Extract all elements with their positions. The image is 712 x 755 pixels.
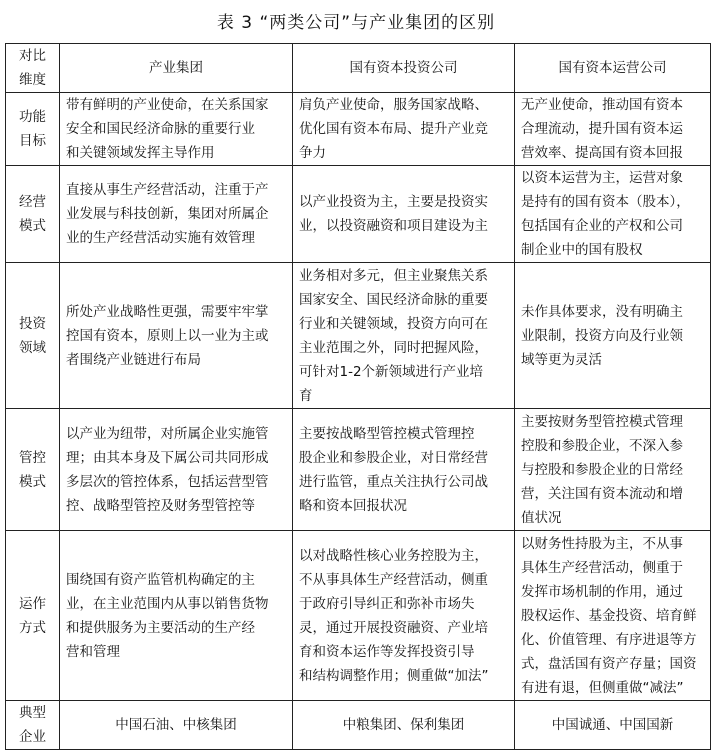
table-cell: 以对战略性核心业务控股为主， 不从事具体生产经营活动，侧重 于政府引导纠正和弥补市场失 灵，通过开展投资融资、产业培 育和资本运作等发挥投资引导 和结构调整作用；侧重做“加法” — [293, 531, 515, 701]
table-row — [6, 531, 711, 701]
table-cell: 直接从事生产经营活动，注重于产 业发展与科技创新，集团对所属企 业的生产经营活动实施有效管理 — [60, 166, 293, 263]
table-row — [6, 166, 711, 263]
table-cell: 以财务性持股为主，不从事 具体生产经营活动，侧重于 发挥市场机制的作用，通过 股权运作、基金投资、培育鲜 化、价值管理、有序进退等方 式，盘活国有资产存量；国资 有进有退，但侧重做“减法” — [515, 531, 711, 701]
table-row — [6, 93, 711, 166]
header-investment-company: 国有资本投资公司 — [293, 44, 515, 93]
table-cell: 中粮集团、保利集团 — [293, 701, 515, 750]
table-cell: 中国诚通、中国国新 — [515, 701, 711, 750]
table-cell: 带有鲜明的产业使命，在关系国家 安全和国民经济命脉的重要行业 和关键领域发挥主导作用 — [60, 93, 293, 166]
header-dimension: 对比 维度 — [6, 44, 60, 93]
row-dimension: 运作 方式 — [6, 531, 60, 701]
row-dimension: 投资 领域 — [6, 263, 60, 409]
table-cell: 无产业使命，推动国有资本 合理流动，提升国有资本运 营效率、提高国有资本回报 — [515, 93, 711, 166]
table-title: 表 3 “两类公司”与产业集团的区别 — [216, 13, 496, 33]
table-cell: 肩负产业使命，服务国家战略、 优化国有资本布局、提升产业竞 争力 — [293, 93, 515, 166]
header-industrial-group: 产业集团 — [60, 44, 293, 93]
table-cell: 主要按财务型管控模式管理 控股和参股企业，不深入参 与控股和参股企业的日常经 营，关注国有资本流动和增 值状况 — [515, 409, 711, 531]
table-cell: 以产业为纽带，对所属企业实施管 理；由其本身及下属公司共同形成 多层次的管控体系，包括运营型管 控、战略型管控及财务型管控等 — [60, 409, 293, 531]
table-cell: 围绕国有资产监管机构确定的主 业，在主业范围内从事以销售货物 和提供服务为主要活动的生产经 营和管理 — [60, 531, 293, 701]
table-cell: 未作具体要求，没有明确主 业限制，投资方向及行业领 域等更为灵活 — [515, 263, 711, 409]
table-row — [6, 263, 711, 409]
table-cell: 中国石油、中核集团 — [60, 701, 293, 750]
table-cell: 主要按战略型管控模式管理控 股企业和参股企业，对日常经营 进行监管，重点关注执行公司战 略和资本回报状况 — [293, 409, 515, 531]
table-cell: 以资本运营为主，运营对象 是持有的国有资本（股本）， 包括国有企业的产权和公司 制企业中的国有股权 — [515, 166, 711, 263]
comparison-table — [5, 43, 711, 750]
row-dimension: 功能 目标 — [6, 93, 60, 166]
table-row — [6, 409, 711, 531]
row-dimension: 管控 模式 — [6, 409, 60, 531]
header-operation-company: 国有资本运营公司 — [515, 44, 711, 93]
table-cell: 所处产业战略性更强，需要牢牢掌 控国有资本，原则上以一业为主或 者围绕产业链进行布局 — [60, 263, 293, 409]
table-cell: 以产业投资为主，主要是投资实 业，以投资融资和项目建设为主 — [293, 166, 515, 263]
row-dimension: 典型 企业 — [6, 701, 60, 750]
header-row — [6, 44, 711, 93]
row-dimension: 经营 模式 — [6, 166, 60, 263]
table-row — [6, 701, 711, 750]
table-cell: 业务相对多元，但主业聚焦关系 国家安全、国民经济命脉的重要 行业和关键领域，投资方向可在 主业范围之外，同时把握风险， 可针对1-2个新领域进行产业培 育 — [293, 263, 515, 409]
